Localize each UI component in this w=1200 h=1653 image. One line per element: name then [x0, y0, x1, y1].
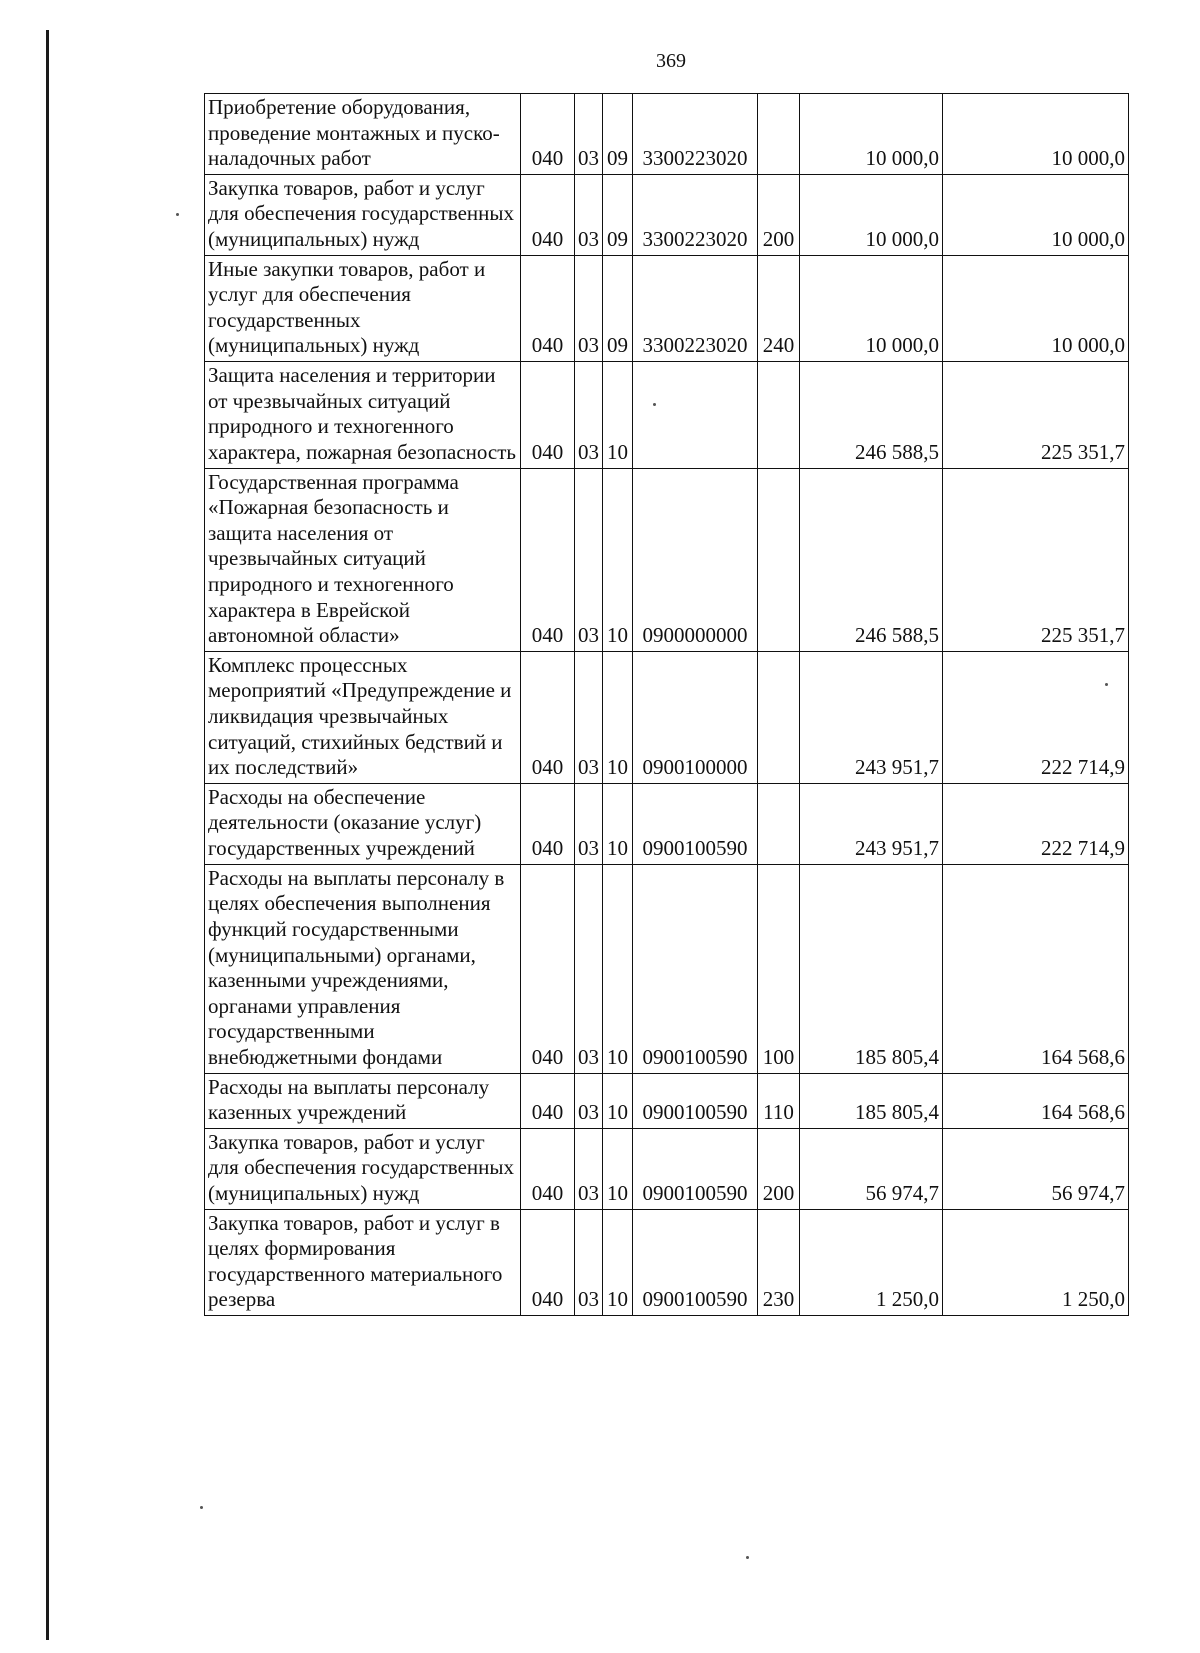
amount-year-1: 10 000,0: [800, 174, 943, 255]
table-row: [205, 174, 1129, 255]
target-article-code: 0900100590: [633, 864, 758, 1073]
amount-year-2: 164 568,6: [943, 864, 1129, 1073]
section-code: 03: [575, 255, 603, 361]
amount-year-1: 243 951,7: [800, 651, 943, 783]
section-code: 03: [575, 783, 603, 864]
subsection-code: 10: [603, 783, 633, 864]
target-article-code: 3300223020: [633, 174, 758, 255]
amount-year-2: 164 568,6: [943, 1073, 1129, 1128]
scan-speck: [1105, 683, 1108, 686]
row-name: Приобретение оборудования, проведение монтажных и пуско-наладочных работ: [205, 94, 521, 175]
row-name: Расходы на выплаты персоналу в целях обеспечения выполнения функций государственными (муниципальными) органами, казенными учреждениями, органами управления государственными внебюджетными фондами: [205, 864, 521, 1073]
ministry-code: 040: [521, 864, 575, 1073]
section-code: 03: [575, 1128, 603, 1209]
row-name: Иные закупки товаров, работ и услуг для обеспечения государственных (муниципальных) нужд: [205, 255, 521, 361]
section-code: 03: [575, 174, 603, 255]
subsection-code: 09: [603, 94, 633, 175]
section-code: 03: [575, 651, 603, 783]
expense-type-code: 230: [758, 1209, 800, 1315]
expense-type-code: 200: [758, 1128, 800, 1209]
ministry-code: 040: [521, 1073, 575, 1128]
expense-type-code: [758, 94, 800, 175]
row-name: Расходы на обеспечение деятельности (оказание услуг) государственных учреждений: [205, 783, 521, 864]
row-name: Закупка товаров, работ и услуг для обеспечения государственных (муниципальных) нужд: [205, 174, 521, 255]
expense-type-code: 200: [758, 174, 800, 255]
section-code: 03: [575, 864, 603, 1073]
amount-year-2: 10 000,0: [943, 255, 1129, 361]
amount-year-1: 185 805,4: [800, 864, 943, 1073]
row-name: Комплекс процессных мероприятий «Предупреждение и ликвидация чрезвычайных ситуаций, стихийных бедствий и их последствий»: [205, 651, 521, 783]
amount-year-2: 225 351,7: [943, 468, 1129, 651]
table-row: [205, 864, 1129, 1073]
amount-year-2: 222 714,9: [943, 783, 1129, 864]
amount-year-2: 10 000,0: [943, 94, 1129, 175]
ministry-code: 040: [521, 174, 575, 255]
subsection-code: 10: [603, 1128, 633, 1209]
table-row: [205, 1209, 1129, 1315]
expense-type-code: 240: [758, 255, 800, 361]
target-article-code: 0900100590: [633, 1128, 758, 1209]
row-name: Государственная программа «Пожарная безопасность и защита населения от чрезвычайных ситуаций природного и техногенного характера в Еврейской автономной области»: [205, 468, 521, 651]
scan-speck: [746, 1556, 749, 1559]
scan-speck: [176, 213, 179, 216]
amount-year-1: 56 974,7: [800, 1128, 943, 1209]
table-row: [205, 255, 1129, 361]
amount-year-2: 1 250,0: [943, 1209, 1129, 1315]
row-name: Защита населения и территории от чрезвычайных ситуаций природного и техногенного характера, пожарная безопасность: [205, 362, 521, 468]
target-article-code: 0900100000: [633, 651, 758, 783]
table-row: [205, 651, 1129, 783]
ministry-code: 040: [521, 783, 575, 864]
target-article-code: 0900000000: [633, 468, 758, 651]
target-article-code: [633, 362, 758, 468]
ministry-code: 040: [521, 94, 575, 175]
table-row: [205, 1073, 1129, 1128]
amount-year-1: 10 000,0: [800, 255, 943, 361]
table-row: [205, 468, 1129, 651]
ministry-code: 040: [521, 1209, 575, 1315]
section-code: 03: [575, 468, 603, 651]
amount-year-2: 56 974,7: [943, 1128, 1129, 1209]
target-article-code: 3300223020: [633, 255, 758, 361]
expense-type-code: [758, 362, 800, 468]
budget-table: [204, 93, 1129, 1316]
section-code: 03: [575, 94, 603, 175]
amount-year-1: 185 805,4: [800, 1073, 943, 1128]
section-code: 03: [575, 1073, 603, 1128]
amount-year-2: 222 714,9: [943, 651, 1129, 783]
subsection-code: 10: [603, 1073, 633, 1128]
row-name: Закупка товаров, работ и услуг для обеспечения государственных (муниципальных) нужд: [205, 1128, 521, 1209]
amount-year-1: 246 588,5: [800, 468, 943, 651]
subsection-code: 09: [603, 174, 633, 255]
expense-type-code: [758, 468, 800, 651]
subsection-code: 09: [603, 255, 633, 361]
subsection-code: 10: [603, 651, 633, 783]
target-article-code: 0900100590: [633, 1209, 758, 1315]
ministry-code: 040: [521, 255, 575, 361]
expense-type-code: [758, 783, 800, 864]
table-row: [205, 783, 1129, 864]
row-name: Закупка товаров, работ и услуг в целях формирования государственного материального резерва: [205, 1209, 521, 1315]
ministry-code: 040: [521, 651, 575, 783]
target-article-code: 0900100590: [633, 1073, 758, 1128]
amount-year-1: 243 951,7: [800, 783, 943, 864]
target-article-code: 3300223020: [633, 94, 758, 175]
subsection-code: 10: [603, 468, 633, 651]
ministry-code: 040: [521, 362, 575, 468]
scan-speck: [200, 1506, 203, 1509]
expense-type-code: 100: [758, 864, 800, 1073]
table-row: [205, 362, 1129, 468]
budget-table-body: [205, 94, 1129, 1316]
table-row: [205, 94, 1129, 175]
amount-year-2: 225 351,7: [943, 362, 1129, 468]
section-code: 03: [575, 1209, 603, 1315]
ministry-code: 040: [521, 468, 575, 651]
target-article-code: 0900100590: [633, 783, 758, 864]
ministry-code: 040: [521, 1128, 575, 1209]
amount-year-1: 1 250,0: [800, 1209, 943, 1315]
section-code: 03: [575, 362, 603, 468]
subsection-code: 10: [603, 1209, 633, 1315]
binding-edge-line: [46, 30, 49, 1640]
expense-type-code: 110: [758, 1073, 800, 1128]
row-name: Расходы на выплаты персоналу казенных учреждений: [205, 1073, 521, 1128]
amount-year-1: 10 000,0: [800, 94, 943, 175]
expense-type-code: [758, 651, 800, 783]
page-number: 369: [656, 50, 686, 72]
amount-year-1: 246 588,5: [800, 362, 943, 468]
table-row: [205, 1128, 1129, 1209]
scan-speck: [653, 403, 656, 406]
subsection-code: 10: [603, 864, 633, 1073]
subsection-code: 10: [603, 362, 633, 468]
amount-year-2: 10 000,0: [943, 174, 1129, 255]
